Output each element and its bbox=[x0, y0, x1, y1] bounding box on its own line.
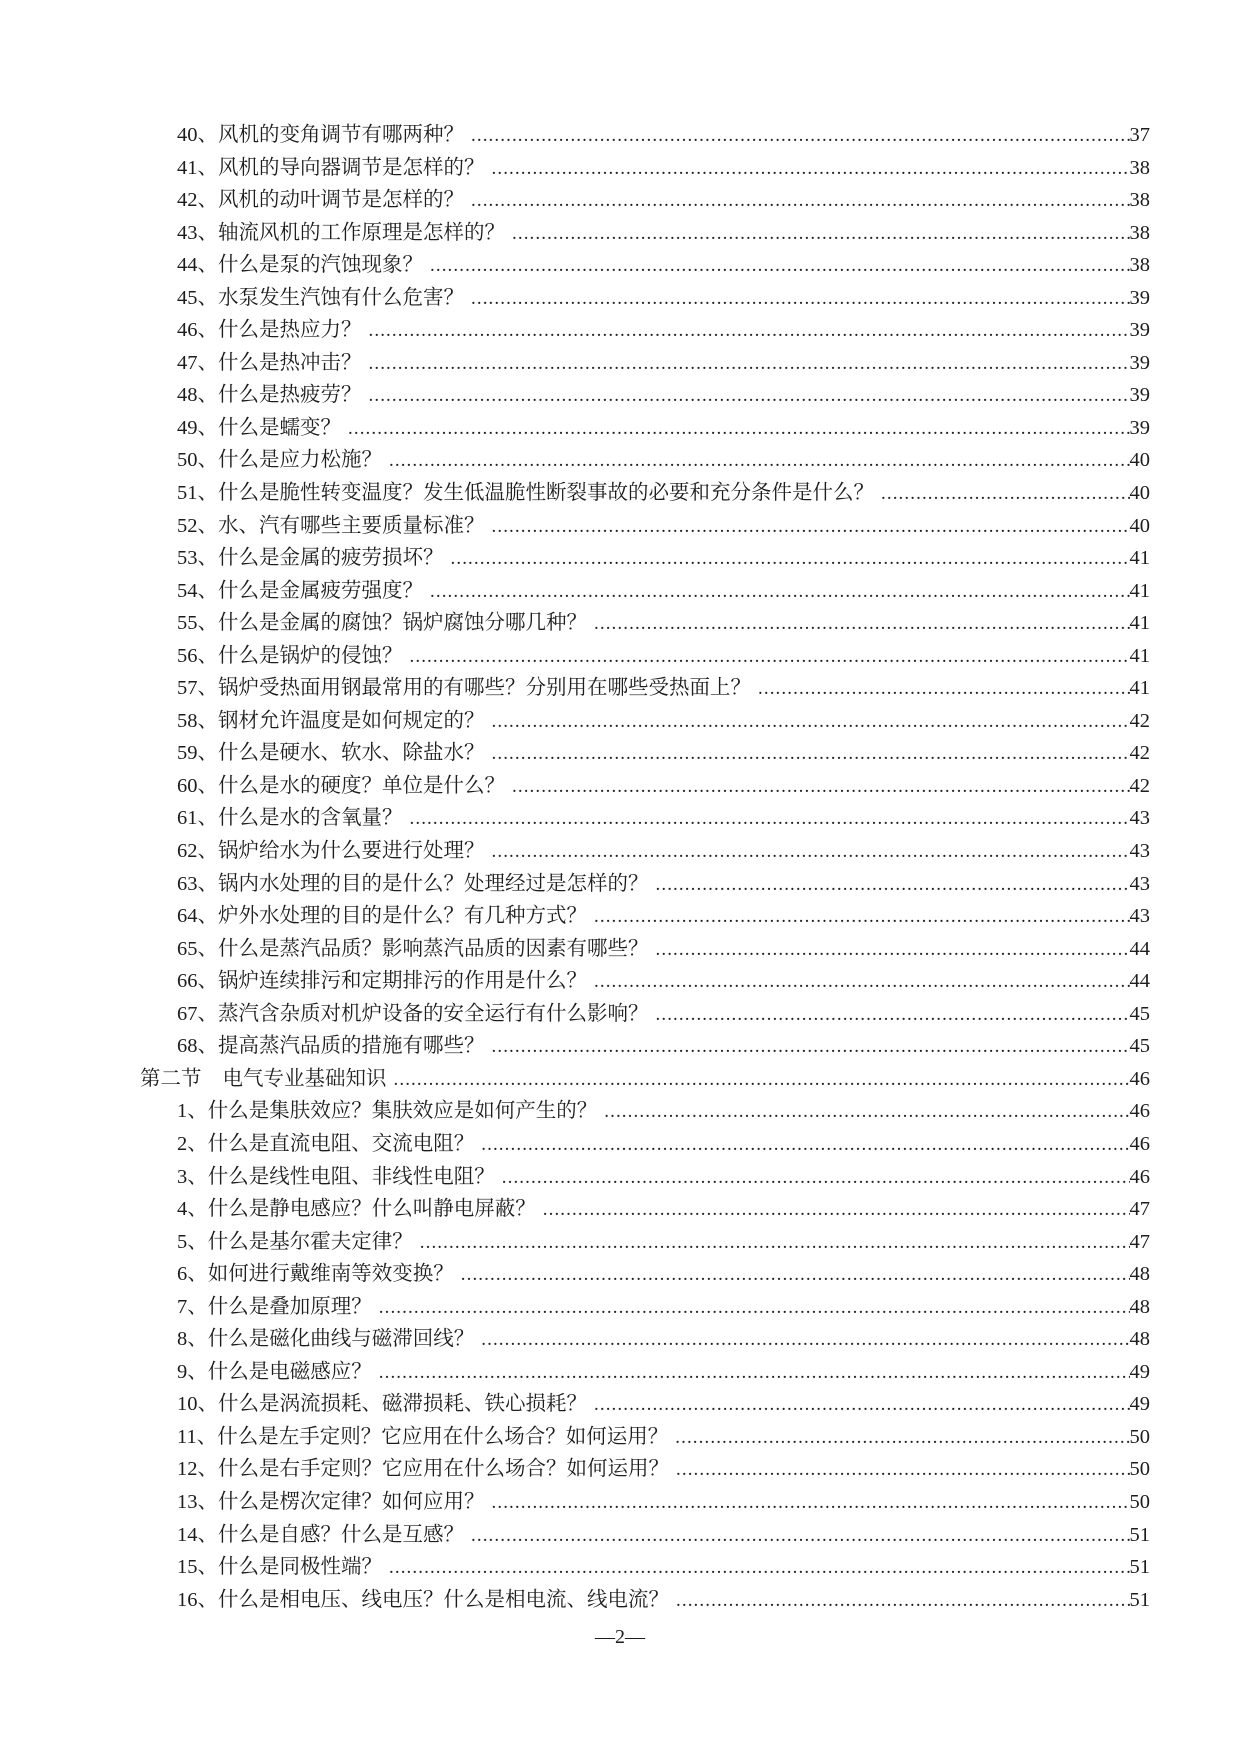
toc-dot-leader bbox=[471, 125, 1130, 147]
toc-entry-number: 52、 bbox=[177, 514, 218, 537]
toc-entry-number: 50、 bbox=[177, 449, 218, 472]
toc-entry-title: 蒸汽含杂质对机炉设备的安全运行有什么影响？ bbox=[218, 1002, 649, 1025]
toc-entry-number: 9、 bbox=[177, 1360, 208, 1383]
toc-entry-title: 什么是静电感应？什么叫静电屏蔽？ bbox=[207, 1198, 536, 1221]
toc-entry-title: 水泵发生汽蚀有什么危害？ bbox=[218, 286, 464, 309]
toc-entry-page: 43 bbox=[1129, 872, 1150, 895]
toc-row[interactable] bbox=[140, 638, 1150, 671]
toc-entry-title: 锅炉受热面用钢最常用的有哪些？分别用在哪些受热面上？ bbox=[218, 677, 751, 700]
toc-row[interactable] bbox=[140, 963, 1150, 996]
toc-row[interactable] bbox=[140, 1093, 1150, 1126]
toc-entry-number: 15、 bbox=[177, 1556, 218, 1579]
toc-entry-page: 50 bbox=[1129, 1425, 1150, 1448]
toc-entry-page: 39 bbox=[1129, 286, 1150, 309]
toc-entry-page: 39 bbox=[1129, 416, 1150, 439]
toc-entry-title: 风机的变角调节有哪两种？ bbox=[218, 124, 464, 146]
toc-dot-leader bbox=[430, 581, 1130, 603]
toc-dot-leader bbox=[451, 548, 1130, 570]
toc-dot-leader bbox=[461, 1264, 1130, 1286]
toc-entry-page: 38 bbox=[1129, 156, 1150, 179]
toc-dot-leader bbox=[492, 711, 1130, 733]
toc-entry-title: 什么是水的硬度？单位是什么？ bbox=[218, 774, 505, 797]
toc-entry-number: 46、 bbox=[177, 319, 218, 342]
toc-entry-page: 44 bbox=[1129, 970, 1150, 993]
toc-entry-number: 48、 bbox=[177, 384, 218, 407]
toc-row[interactable] bbox=[140, 1289, 1150, 1322]
toc-entry-title: 什么是相电压、线电压？什么是相电流、线电流？ bbox=[218, 1588, 669, 1611]
toc-row[interactable] bbox=[140, 475, 1150, 508]
toc-dot-leader bbox=[348, 418, 1130, 440]
toc-entry-page: 39 bbox=[1129, 384, 1150, 407]
toc-entry-number: 7、 bbox=[177, 1295, 208, 1318]
toc-row[interactable] bbox=[140, 442, 1150, 475]
toc-entry-page: 42 bbox=[1129, 709, 1150, 732]
toc-dot-leader bbox=[594, 971, 1130, 993]
toc-dot-leader bbox=[379, 1297, 1130, 1319]
toc-entry-title: 什么是金属的疲劳损坏？ bbox=[218, 547, 444, 570]
toc-entry-number: 51、 bbox=[177, 482, 218, 505]
toc-entry-page: 46 bbox=[1129, 1165, 1150, 1188]
toc-entry-page: 48 bbox=[1129, 1263, 1150, 1286]
toc-row[interactable] bbox=[140, 768, 1150, 801]
toc-row[interactable] bbox=[140, 800, 1150, 833]
toc-dot-leader bbox=[379, 1362, 1130, 1384]
toc-entry-title: 锅炉连续排污和定期排污的作用是什么？ bbox=[218, 970, 587, 993]
toc-entry-number: 42、 bbox=[177, 189, 218, 212]
toc-entry-page: 40 bbox=[1129, 482, 1150, 505]
toc-entry-page: 40 bbox=[1129, 514, 1150, 537]
toc-entry-number: 64、 bbox=[177, 905, 218, 928]
toc-entry-number: 45、 bbox=[177, 286, 218, 309]
toc-dot-leader bbox=[676, 1590, 1130, 1612]
toc-entry-number: 14、 bbox=[177, 1523, 218, 1546]
toc-row[interactable] bbox=[140, 540, 1150, 573]
toc-entry-number: 10、 bbox=[177, 1393, 218, 1416]
toc-dot-leader bbox=[481, 1134, 1129, 1156]
toc-entry-page: 48 bbox=[1129, 1295, 1150, 1318]
toc-dot-leader bbox=[471, 1525, 1130, 1547]
toc-entry-title: 什么是线性电阻、非线性电阻？ bbox=[207, 1165, 495, 1188]
toc-entry-number: 66、 bbox=[177, 970, 218, 993]
toc-entry-page: 49 bbox=[1129, 1393, 1150, 1416]
toc-entry-page: 38 bbox=[1129, 221, 1150, 244]
toc-entry-page: 42 bbox=[1129, 774, 1150, 797]
toc-entry-page: 48 bbox=[1129, 1328, 1150, 1351]
toc-entry-title: 如何进行戴维南等效变换？ bbox=[207, 1263, 454, 1286]
toc-dot-leader bbox=[675, 1427, 1129, 1449]
toc-row[interactable] bbox=[140, 1549, 1150, 1582]
toc-dot-leader bbox=[420, 1232, 1130, 1254]
toc-entry-title: 炉外水处理的目的是什么？有几种方式？ bbox=[218, 905, 587, 928]
toc-entry-number: 5、 bbox=[177, 1230, 208, 1253]
toc-entry-title: 什么是自感？什么是互感？ bbox=[218, 1523, 464, 1546]
toc-row[interactable] bbox=[140, 866, 1150, 899]
toc-dot-leader bbox=[676, 1459, 1130, 1481]
toc-dot-leader bbox=[656, 939, 1130, 961]
toc-entry-number: 44、 bbox=[177, 254, 218, 277]
toc-row[interactable] bbox=[140, 377, 1150, 410]
toc-dot-leader bbox=[369, 320, 1130, 342]
toc-dot-leader bbox=[656, 1004, 1130, 1026]
toc-entry-number: 12、 bbox=[177, 1458, 218, 1481]
toc-entry-title: 什么是涡流损耗、磁滞损耗、铁心损耗？ bbox=[218, 1393, 587, 1416]
toc-entry-title: 什么是蠕变？ bbox=[218, 416, 341, 439]
toc-entry-number: 55、 bbox=[177, 612, 218, 635]
toc-entry-number: 58、 bbox=[177, 709, 218, 732]
toc-row[interactable] bbox=[140, 1191, 1150, 1224]
toc-entry-number: 16、 bbox=[177, 1588, 218, 1611]
toc-row[interactable] bbox=[140, 605, 1150, 638]
toc-row[interactable] bbox=[140, 833, 1150, 866]
toc-row[interactable] bbox=[140, 1386, 1150, 1419]
toc-row[interactable] bbox=[140, 215, 1150, 248]
toc-dot-leader bbox=[502, 1167, 1130, 1189]
toc-entry-page: 40 bbox=[1129, 449, 1150, 472]
toc-entry-number: 61、 bbox=[177, 807, 218, 830]
toc-entry-page: 39 bbox=[1129, 351, 1150, 374]
toc-entry-number: 57、 bbox=[177, 677, 218, 700]
toc-row[interactable] bbox=[140, 345, 1150, 378]
toc-entry-number: 49、 bbox=[177, 416, 218, 439]
toc-row[interactable] bbox=[140, 996, 1150, 1029]
toc-dot-leader bbox=[492, 1036, 1130, 1058]
toc-dot-leader bbox=[492, 516, 1130, 538]
toc-dot-leader bbox=[369, 385, 1130, 407]
toc-dot-leader bbox=[594, 613, 1130, 635]
toc-entry-number: 43、 bbox=[177, 221, 218, 244]
toc-dot-leader bbox=[471, 288, 1130, 310]
toc-row[interactable] bbox=[140, 1451, 1150, 1484]
toc-row[interactable] bbox=[140, 898, 1150, 931]
toc-entry-number: 59、 bbox=[177, 742, 218, 765]
toc-entry-title: 什么是热疲劳？ bbox=[218, 384, 362, 407]
toc-entry-title: 什么是叠加原理？ bbox=[207, 1295, 372, 1318]
toc-entry-title: 锅炉给水为什么要进行处理？ bbox=[218, 840, 485, 863]
toc-row[interactable] bbox=[140, 931, 1150, 964]
toc-entry-page: 43 bbox=[1129, 905, 1150, 928]
toc-row[interactable] bbox=[140, 1582, 1150, 1615]
toc-entry-title: 什么是热应力？ bbox=[218, 319, 362, 342]
toc-entry-title: 什么是水的含氧量？ bbox=[218, 807, 403, 830]
toc-entry-number: 67、 bbox=[177, 1002, 218, 1025]
toc-entry-title: 水、汽有哪些主要质量标准？ bbox=[218, 514, 485, 537]
toc-entry-page: 41 bbox=[1129, 677, 1150, 700]
toc-entry-page: 42 bbox=[1129, 742, 1150, 765]
toc-entry-title: 什么是金属的腐蚀？锅炉腐蚀分哪几种？ bbox=[218, 612, 587, 635]
toc-dot-leader bbox=[594, 1394, 1130, 1416]
toc-entry-title: 什么是左手定则？它应用在什么场合？如何运用？ bbox=[217, 1425, 669, 1448]
toc-entry-title: 什么是磁化曲线与磁滞回线？ bbox=[207, 1328, 475, 1351]
toc-entry-number: 1、 bbox=[177, 1100, 208, 1123]
toc-entry-title: 什么是应力松施？ bbox=[218, 449, 382, 472]
toc-entry-page: 50 bbox=[1129, 1490, 1150, 1513]
toc-entry-number: 63、 bbox=[177, 872, 218, 895]
toc-dot-leader bbox=[492, 841, 1130, 863]
toc-row[interactable] bbox=[140, 703, 1150, 736]
toc-row[interactable] bbox=[140, 1028, 1150, 1061]
toc-entry-title: 提高蒸汽品质的措施有哪些？ bbox=[218, 1035, 485, 1058]
toc-row[interactable] bbox=[140, 150, 1150, 183]
toc-entry-title: 什么是电磁感应？ bbox=[207, 1360, 372, 1383]
toc-entry-number: 6、 bbox=[177, 1263, 208, 1286]
toc-entry-number: 60、 bbox=[177, 774, 218, 797]
toc-dot-leader bbox=[512, 223, 1130, 245]
toc-dot-leader bbox=[394, 1069, 1130, 1091]
toc-row[interactable] bbox=[140, 670, 1150, 703]
toc-dot-leader bbox=[758, 678, 1130, 700]
toc-entry-page: 51 bbox=[1129, 1556, 1150, 1579]
toc-entry-page: 41 bbox=[1129, 612, 1150, 635]
toc-entry-number: 47、 bbox=[177, 351, 218, 374]
toc-entry-number: 4、 bbox=[177, 1198, 208, 1221]
toc-row[interactable] bbox=[140, 117, 1150, 150]
toc-entry-page: 45 bbox=[1129, 1035, 1150, 1058]
toc-entry-number: 2、 bbox=[177, 1132, 208, 1155]
toc-entry-page: 46 bbox=[1129, 1132, 1150, 1155]
toc-entry-page: 49 bbox=[1129, 1360, 1150, 1383]
toc-entry-page: 43 bbox=[1129, 840, 1150, 863]
toc-row[interactable] bbox=[140, 1126, 1150, 1159]
toc-entry-page: 51 bbox=[1129, 1523, 1150, 1546]
toc-row[interactable] bbox=[140, 410, 1150, 443]
toc-row[interactable] bbox=[140, 1354, 1150, 1387]
toc-entry-title: 什么是脆性转变温度？发生低温脆性断裂事故的必要和充分条件是什么？ bbox=[218, 482, 874, 505]
page-footer bbox=[0, 1626, 1240, 1649]
toc-dot-leader bbox=[410, 646, 1130, 668]
toc-entry-number: 68、 bbox=[177, 1035, 218, 1058]
toc-row[interactable] bbox=[140, 247, 1150, 280]
toc-entry-page: 45 bbox=[1129, 1002, 1150, 1025]
toc-entry-page: 43 bbox=[1129, 807, 1150, 830]
toc-entry-number: 第二节 bbox=[140, 1067, 202, 1090]
toc-entry-title: 什么是金属疲劳强度？ bbox=[218, 579, 423, 602]
toc-row[interactable] bbox=[140, 508, 1150, 541]
toc-entry-title: 什么是硬水、软水、除盐水？ bbox=[218, 742, 485, 765]
toc-dot-leader bbox=[471, 190, 1130, 212]
toc-entry-page: 51 bbox=[1129, 1588, 1150, 1611]
toc-entry-number: 13、 bbox=[177, 1490, 218, 1513]
toc-entry-number: 41、 bbox=[177, 156, 218, 179]
toc-entry-number: 11、 bbox=[177, 1425, 218, 1448]
toc-entry-title: 风机的导向器调节是怎样的？ bbox=[218, 156, 485, 179]
toc-entry-title: 什么是锅炉的侵蚀？ bbox=[218, 644, 403, 667]
toc-entry-page: 47 bbox=[1129, 1198, 1150, 1221]
toc-row[interactable] bbox=[140, 573, 1150, 606]
page-number-label: —2— bbox=[595, 1626, 645, 1648]
toc-entry-title: 什么是右手定则？它应用在什么场合？如何运用？ bbox=[218, 1458, 669, 1481]
toc-entry-number: 56、 bbox=[177, 644, 218, 667]
toc-dot-leader bbox=[543, 1199, 1130, 1221]
toc-dot-leader bbox=[389, 1557, 1130, 1579]
toc-dot-leader bbox=[492, 158, 1130, 180]
toc-dot-leader bbox=[492, 743, 1130, 765]
toc-entry-title: 什么是同极性端？ bbox=[218, 1556, 382, 1579]
toc-entry-title: 什么是集肤效应？集肤效应是如何产生的？ bbox=[207, 1100, 598, 1123]
toc-row[interactable] bbox=[140, 1517, 1150, 1550]
toc-entry-title: 什么是热冲击？ bbox=[218, 351, 362, 374]
toc-entry-page: 47 bbox=[1129, 1230, 1150, 1253]
toc-entry-number: 65、 bbox=[177, 937, 218, 960]
toc-entry-title: 什么是泵的汽蚀现象？ bbox=[218, 254, 423, 277]
toc-entry-page: 46 bbox=[1129, 1100, 1150, 1123]
toc-dot-leader bbox=[594, 906, 1130, 928]
toc-row[interactable] bbox=[140, 735, 1150, 768]
toc-entry-title: 锅内水处理的目的是什么？处理经过是怎样的？ bbox=[218, 872, 649, 895]
toc-entry-page: 44 bbox=[1129, 937, 1150, 960]
toc-dot-leader bbox=[656, 874, 1130, 896]
toc-entry-page: 41 bbox=[1129, 547, 1150, 570]
toc-entry-number: 53、 bbox=[177, 547, 218, 570]
toc-row[interactable] bbox=[140, 312, 1150, 345]
toc-entry-number: 54、 bbox=[177, 579, 218, 602]
toc-dot-leader bbox=[492, 1492, 1130, 1514]
toc-row[interactable] bbox=[140, 1321, 1150, 1354]
toc-row[interactable] bbox=[140, 1484, 1150, 1517]
toc-entry-title: 什么是直流电阻、交流电阻？ bbox=[207, 1132, 475, 1155]
toc-entry-page: 38 bbox=[1129, 189, 1150, 212]
toc-entry-title: 什么是蒸汽品质？影响蒸汽品质的因素有哪些？ bbox=[218, 937, 649, 960]
toc-entry-page: 41 bbox=[1129, 644, 1150, 667]
toc-entry-title: 什么是基尔霍夫定律？ bbox=[207, 1230, 413, 1253]
toc-entry-number: 40、 bbox=[177, 124, 218, 146]
toc-list bbox=[140, 117, 1150, 1614]
toc-entry-page: 46 bbox=[1129, 1067, 1150, 1090]
toc-entry-title: 电气专业基础知识 bbox=[222, 1067, 387, 1090]
toc-dot-leader bbox=[389, 450, 1130, 472]
toc-dot-leader bbox=[430, 255, 1130, 277]
toc-dot-leader bbox=[881, 483, 1130, 505]
toc-entry-page: 41 bbox=[1129, 579, 1150, 602]
toc-dot-leader bbox=[481, 1329, 1129, 1351]
toc-entry-title: 什么是楞次定律？如何应用？ bbox=[218, 1490, 485, 1513]
toc-row[interactable] bbox=[140, 1224, 1150, 1257]
toc-entry-page: 39 bbox=[1129, 319, 1150, 342]
toc-entry-page: 37 bbox=[1129, 124, 1150, 146]
toc-entry-page: 38 bbox=[1129, 254, 1150, 277]
toc-dot-leader bbox=[369, 353, 1130, 375]
toc-row[interactable] bbox=[140, 1256, 1150, 1289]
toc-dot-leader bbox=[604, 1101, 1129, 1123]
toc-dot-leader bbox=[410, 808, 1130, 830]
toc-dot-leader bbox=[512, 776, 1130, 798]
toc-row[interactable] bbox=[140, 280, 1150, 313]
toc-row[interactable] bbox=[140, 1159, 1150, 1192]
toc-entry-number: 62、 bbox=[177, 840, 218, 863]
toc-row[interactable] bbox=[140, 182, 1150, 215]
toc-entry-page: 50 bbox=[1129, 1458, 1150, 1481]
toc-row[interactable] bbox=[140, 1061, 1150, 1094]
toc-entry-title: 钢材允许温度是如何规定的？ bbox=[218, 709, 485, 732]
toc-entry-title: 轴流风机的工作原理是怎样的？ bbox=[218, 221, 505, 244]
toc-row[interactable] bbox=[140, 1419, 1150, 1452]
toc-entry-number: 3、 bbox=[177, 1165, 208, 1188]
toc-entry-number: 8、 bbox=[177, 1328, 208, 1351]
toc-entry-title: 风机的动叶调节是怎样的？ bbox=[218, 189, 464, 212]
